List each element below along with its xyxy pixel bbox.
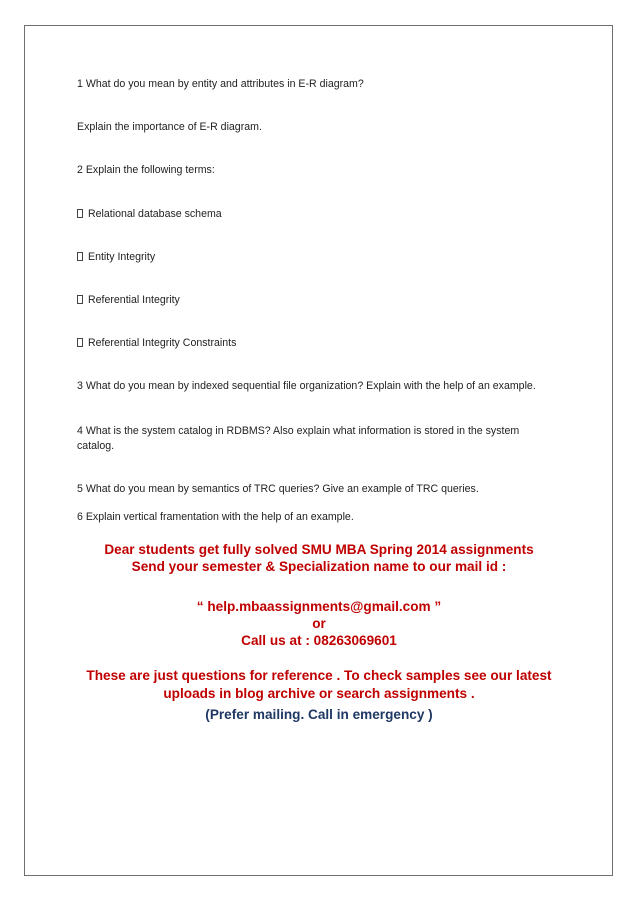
bullet-icon: [77, 338, 83, 347]
promo-line-1: Dear students get fully solved SMU MBA Spring 2014 assignments: [104, 542, 534, 557]
promo-call: Call us at : 08263069601: [241, 633, 397, 648]
term-item: [77, 207, 561, 222]
term-label: Entity Integrity: [88, 251, 156, 263]
question-6: 6 Explain vertical framentation with the help of an example.: [77, 511, 354, 523]
promo-reference-line-2: uploads in blog archive or search assignments .: [163, 686, 475, 701]
question-5: 5 What do you mean by semantics of TRC queries? Give an example of TRC queries.: [77, 483, 479, 495]
promo-line-2: Send your semester & Specialization name to our mail id :: [131, 559, 507, 574]
bullet-icon: [77, 295, 83, 304]
question-1: 1 What do you mean by entity and attributes in E-R diagram?: [77, 78, 364, 90]
bullet-icon: [77, 209, 83, 218]
term-label: Referential Integrity: [88, 294, 180, 306]
question-4-line-1: 4 What is the system catalog in RDBMS? Also explain what information is stored in the system: [77, 425, 520, 437]
question-3: 3 What do you mean by indexed sequential file organization? Explain with the help of an example.: [77, 380, 536, 392]
question-4-line-2: catalog.: [77, 440, 115, 452]
promo-note: (Prefer mailing. Call in emergency ): [205, 707, 433, 722]
promo-reference-line-1: These are just questions for reference . To check samples see our latest: [86, 668, 552, 683]
term-item: [77, 250, 561, 265]
term-item: [77, 336, 561, 351]
question-1-followup: Explain the importance of E-R diagram.: [77, 121, 262, 133]
term-item: [77, 293, 561, 308]
promo-email: “ help.mbaassignments@gmail.com ”: [196, 599, 442, 614]
question-2: 2 Explain the following terms:: [77, 164, 215, 176]
term-label: Relational database schema: [88, 208, 222, 220]
bullet-icon: [77, 252, 83, 261]
term-label: Referential Integrity Constraints: [88, 337, 237, 349]
promo-or: or: [312, 616, 326, 631]
